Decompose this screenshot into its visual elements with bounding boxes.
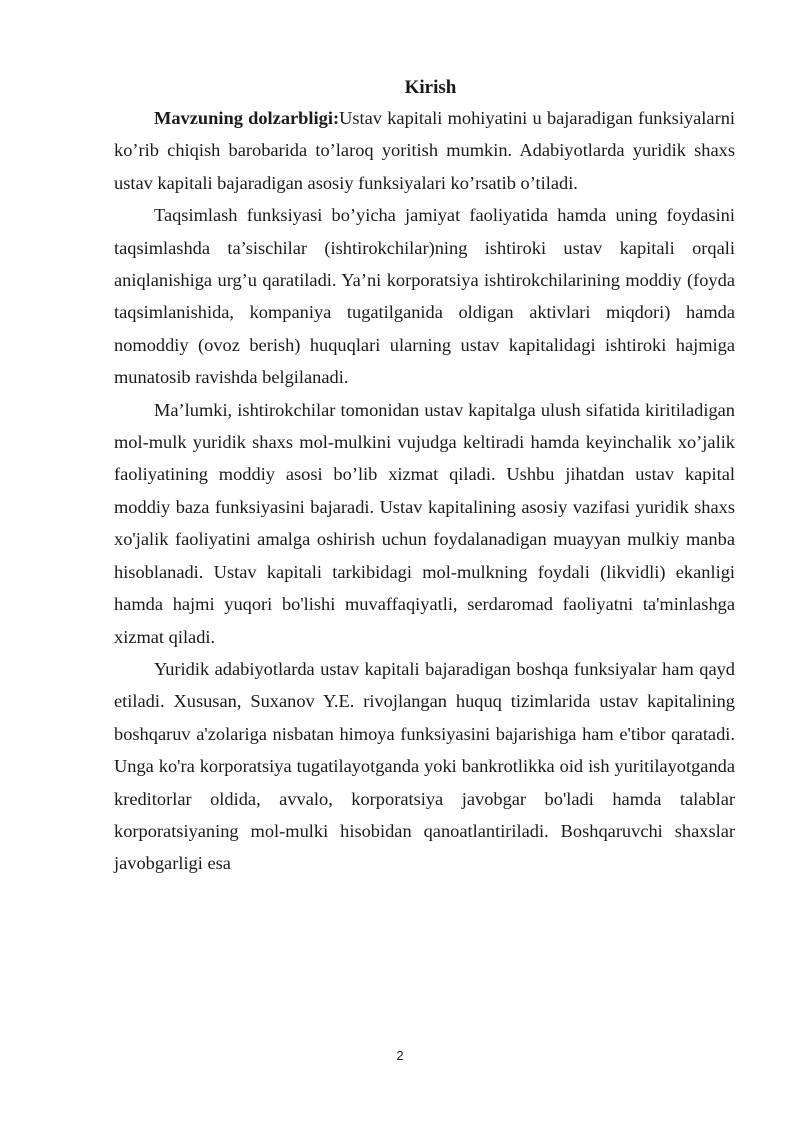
paragraph-distribution-function: Taqsimlash funksiyasi bo’yicha jamiyat faoliyatida hamda uning foydasini taqsimlashda ta’sischilar (ishtirokchilar)ning ishtiroki ustav kapitali orqali aniqlanishiga urg’u qaratiladi. Ya’ni korporatsiya ishtirokchilarining moddiy (foyda taqsimlanishida, kompaniya tugatilganida oldigan aktivlari miqdori) hamda nomoddiy (ovoz berish) huquqlari ularning ustav kapitalidagi ishtiroki hajmiga munatosib ravishda belgilanadi. — [114, 205, 735, 388]
page-number: 2 — [396, 1048, 404, 1063]
document-title: Kirish — [404, 77, 457, 98]
intro-paragraph — [114, 102, 735, 199]
intro-lead: Mavzuning dolzarbligi: — [154, 108, 340, 128]
paragraph-other-functions: Yuridik adabiyotlarda ustav kapitali bajaradigan boshqa funksiyalar ham qayd etiladi. Xususan, Suxanov Y.E. rivojlangan huquq tizimlarida ustav kapitalining boshqaruv a'zolariga nisbatan himoya funksiyasini bajarishiga ham e'tibor qaratadi. Unga ko'ra korporatsiya tugatilayotganda yoki bankrotlikka oid ish yuritilayotganda kreditorlar oldida, avvalo, korporatsiya javobgar bo'ladi hamda talablar korporatsiyaning mol-mulki hisobidan qanoatlantiriladi. Boshqaruvchi shaxslar javobgarligi esa — [114, 658, 735, 874]
intro-text: Ustav kapitali mohiyatini u bajaradigan funksiyalarni ko’rib chiqish barobarida to’laroq yoritish mumkin. Adabiyotlarda yuridik shaxs ustav kapitali bajaradigan asosiy funksiyalari ko’rsatib o’tiladi. — [114, 108, 735, 193]
paragraph-material-base-function: Ma’lumki, ishtirokchilar tomonidan ustav kapitalga ulush sifatida kiritiladigan mol-mulk yuridik shaxs mol-mulkini vujudga keltiradi hamda keyinchalik xo’jalik faoliyatining moddiy asosi bo’lib xizmat qiladi. Ushbu jihatdan ustav kapital moddiy baza funksiyasini bajaradi. Ustav kapitalining asosiy vazifasi yuridik shaxs xo'jalik faoliyatini amalga oshirish uchun foydalanadigan muayyan mulkiy manba hisoblanadi. Ustav kapitali tarkibidagi mol-mulkning foydali (likvidli) ekanligi hamda hajmi yuqori bo'lishi muvaffaqiyatli, serdaromad faoliyatni ta'minlashga xizmat qiladi. — [114, 399, 735, 647]
